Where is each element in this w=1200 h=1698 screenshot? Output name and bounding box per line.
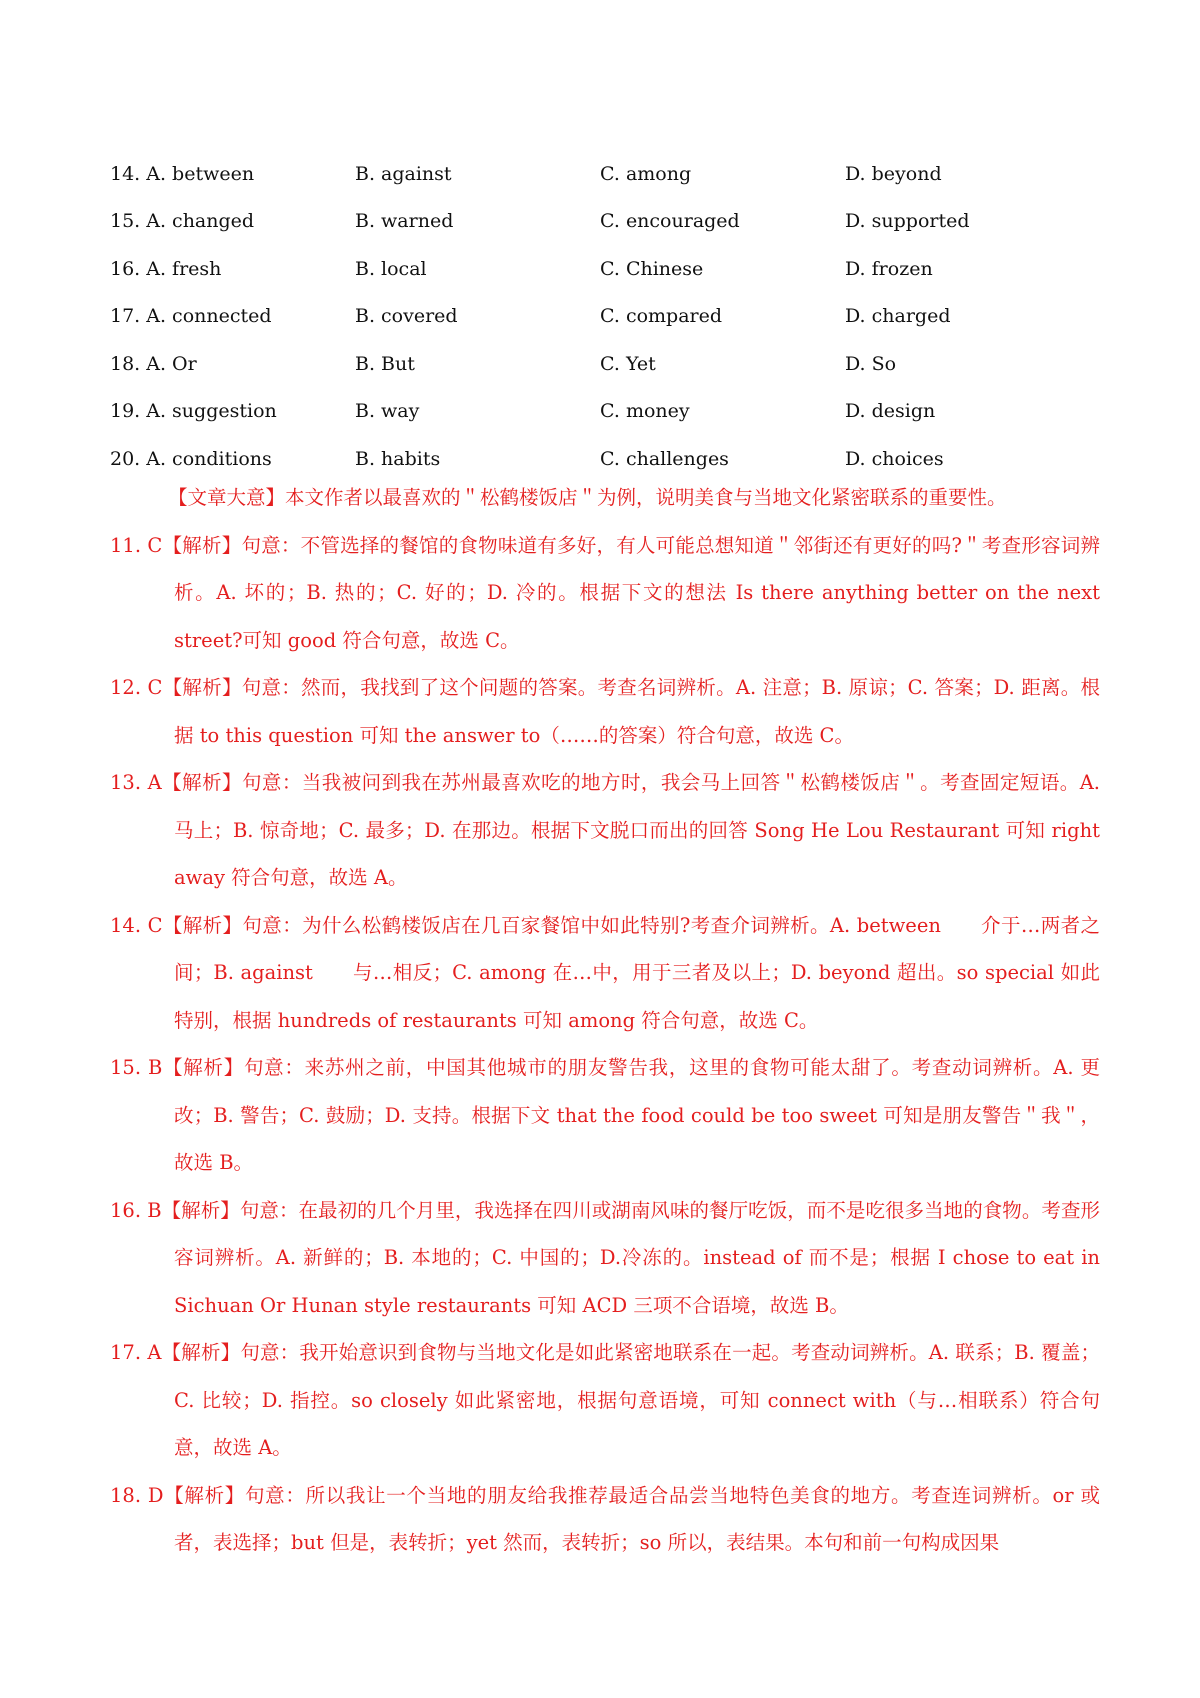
option-b: B. way — [355, 400, 420, 423]
option-a: 14. A. between — [110, 162, 255, 185]
option-row-16 — [110, 245, 1090, 293]
option-d: D. beyond — [845, 162, 942, 185]
option-row-17 — [110, 293, 1090, 341]
option-d: D. design — [845, 400, 936, 423]
article-summary: 【文章大意】本文作者以最喜欢的＂松鹤楼饭店＂为例，说明美食与当地文化紧密联系的重要性。 — [168, 486, 1007, 509]
option-c: C. money — [600, 400, 690, 423]
option-a: 19. A. suggestion — [110, 400, 277, 423]
option-row-14 — [110, 150, 1090, 198]
option-b: B. against — [355, 162, 452, 185]
option-c: C. Chinese — [600, 257, 704, 280]
option-row-15 — [110, 198, 1090, 246]
option-a: 16. A. fresh — [110, 257, 222, 280]
option-c: C. compared — [600, 305, 723, 328]
explanation-11: 11. C【解析】句意：不管选择的餐馆的食物味道有多好，有人可能总想知道＂邻街还有更好的吗?＂考查形容词辨析。A. 坏的；B. 热的；C. 好的；D. 冷的。根据下文的想法 Is there anything better on the next street?可知 good 符合句意，故选 C。 — [110, 533, 1100, 652]
option-d: D. So — [845, 352, 897, 375]
option-a: 15. A. changed — [110, 210, 255, 233]
option-d: D. frozen — [845, 257, 933, 280]
option-d: D. charged — [845, 305, 951, 328]
option-d: D. supported — [845, 210, 970, 233]
option-b: B. warned — [355, 210, 454, 233]
option-d: D. choices — [845, 447, 944, 470]
option-b: B. But — [355, 352, 415, 375]
option-c: C. challenges — [600, 447, 729, 470]
explanation-17: 17. A【解析】句意：我开始意识到食物与当地文化是如此紧密地联系在一起。考查动词辨析。A. 联系；B. 覆盖；C. 比较；D. 指控。so closely 如此紧密地，根据句意语境，可知 connect with（与…相联系）符合句意，故选 A。 — [110, 1341, 1100, 1459]
explanation-18: 18. D【解析】句意：所以我让一个当地的朋友给我推荐最适合品尝当地特色美食的地方。考查连词辨析。or 或者，表选择；but 但是，表转折；yet 然而，表转折；so 所以，表结果。本句和前一句构成因果 — [110, 1483, 1100, 1554]
option-list — [110, 150, 1090, 483]
explanation-14: 14. C【解析】句意：为什么松鹤楼饭店在几百家餐馆中如此特别?考查介词辨析。A. between 介于…两者之间；B. against 与…相反；C. among 在…中，用于三者及以上；D. beyond 超出。so special 如此特别，根据 hundreds of restaurants 可知 among 符合句意，故选 C。 — [110, 913, 1100, 1032]
option-c: C. encouraged — [600, 210, 740, 233]
explanation-13: 13. A【解析】句意：当我被问到我在苏州最喜欢吃的地方时，我会马上回答＂松鹤楼饭店＂。考查固定短语。A. 马上；B. 惊奇地；C. 最多；D. 在那边。根据下文脱口而出的回答 Song He Lou Restaurant 可知 right away 符合句意，故选 A。 — [110, 771, 1100, 889]
explanation-15: 15. B【解析】句意：来苏州之前，中国其他城市的朋友警告我，这里的食物可能太甜了。考查动词辨析。A. 更改；B. 警告；C. 鼓励；D. 支持。根据下文 that the food could be too sweet 可知是朋友警告＂我＂，故选 B。 — [110, 1056, 1100, 1174]
answer-analysis — [110, 474, 1100, 1567]
option-row-19 — [110, 388, 1090, 436]
option-a: 17. A. connected — [110, 305, 272, 328]
option-b: B. local — [355, 257, 427, 280]
option-b: B. covered — [355, 305, 458, 328]
option-row-18 — [110, 340, 1090, 388]
option-a: 18. A. Or — [110, 352, 197, 375]
option-c: C. Yet — [600, 352, 656, 375]
option-c: C. among — [600, 162, 692, 185]
explanation-16: 16. B【解析】句意：在最初的几个月里，我选择在四川或湖南风味的餐厅吃饭，而不是吃很多当地的食物。考查形容词辨析。A. 新鲜的；B. 本地的；C. 中国的；D.冷冻的。instead of 而不是；根据 I chose to eat in Sichuan Or Hunan style restaurants 可知 ACD 三项不合语境，故选 B。 — [110, 1198, 1100, 1317]
option-a: 20. A. conditions — [110, 447, 272, 470]
explanation-12: 12. C【解析】句意：然而，我找到了这个问题的答案。考查名词辨析。A. 注意；B. 原谅；C. 答案；D. 距离。根据 to this question 可知 the answer to（……的答案）符合句意，故选 C。 — [110, 676, 1100, 747]
option-b: B. habits — [355, 447, 441, 470]
